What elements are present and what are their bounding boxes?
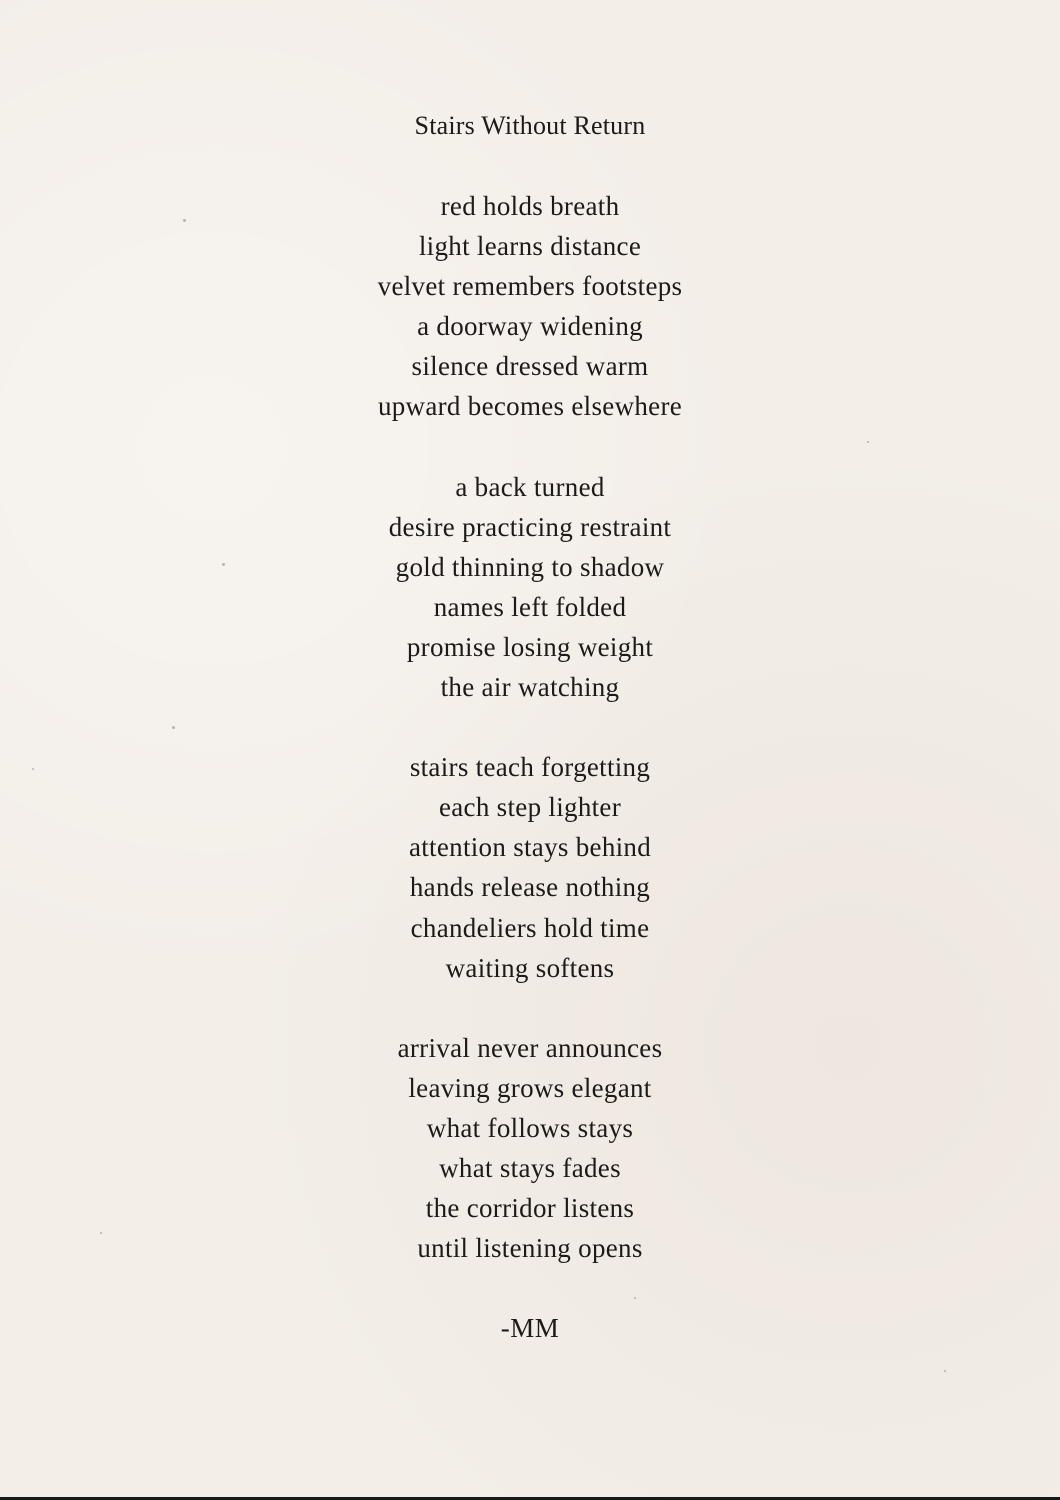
stanza-4	[0, 1028, 1060, 1269]
paper-speck	[944, 1370, 946, 1372]
poem-line: gold thinning to shadow	[395, 551, 665, 582]
poem-line: names left folded	[433, 591, 627, 622]
poem-line: arrival never announces	[397, 1032, 663, 1063]
poem-line: light learns distance	[418, 231, 642, 262]
poem-line: silence dressed warm	[411, 351, 649, 382]
poem-line: a doorway widening	[417, 311, 643, 342]
poem-line: upward becomes elsewhere	[377, 391, 683, 422]
poem-line: hands release nothing	[409, 872, 651, 903]
poem-line: what follows stays	[426, 1112, 634, 1143]
stanza-3	[0, 747, 1060, 988]
stanza-2	[0, 467, 1060, 708]
poem-line: waiting softens	[445, 952, 615, 983]
poem-line: until listening opens	[417, 1233, 643, 1264]
poem-line: each step lighter	[438, 792, 622, 823]
signature: -MM	[500, 1313, 560, 1344]
poem-line: red holds breath	[440, 191, 620, 221]
poem-line: leaving grows elegant	[408, 1072, 652, 1103]
poem-line: stairs teach forgetting	[409, 752, 651, 783]
poem	[0, 106, 1060, 1348]
poem-line: the air watching	[440, 672, 620, 703]
poem-title: Stairs Without Return	[414, 111, 646, 140]
poem-line: promise losing weight	[406, 631, 654, 662]
poem-line: what stays fades	[439, 1152, 621, 1183]
poem-line: chandeliers hold time	[410, 912, 650, 943]
poem-line: a back turned	[455, 471, 605, 502]
poem-line: attention stays behind	[408, 832, 652, 863]
poem-line: desire practicing restraint	[388, 511, 672, 542]
poem-line: the corridor listens	[425, 1193, 635, 1224]
poem-line: velvet remembers footsteps	[377, 271, 683, 302]
stanza-1	[0, 186, 1060, 427]
